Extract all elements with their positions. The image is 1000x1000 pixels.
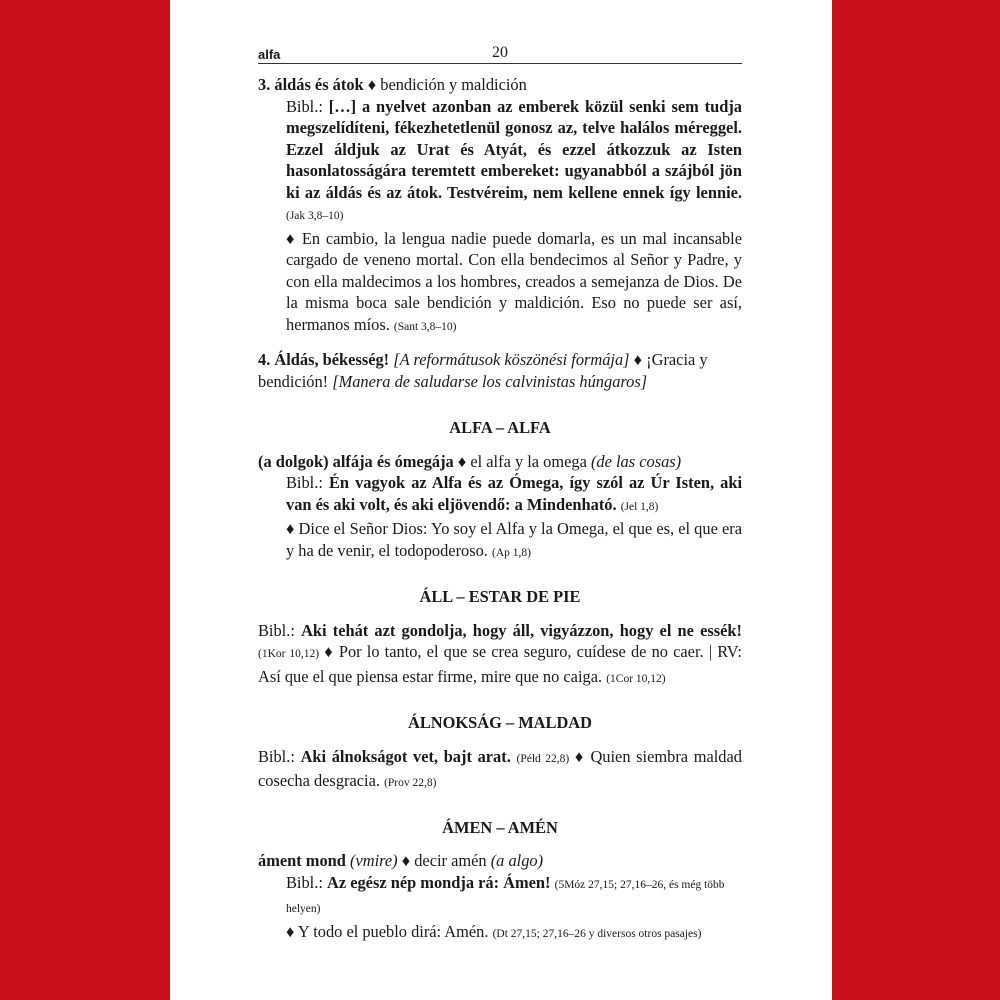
entry-3-bible-es — [286, 228, 742, 339]
entry-3-line — [258, 74, 742, 96]
bible-ref-es: (Sant 3,8–10) — [393, 320, 457, 333]
entry-4-term: 4. Áldás, békesség! — [258, 350, 390, 369]
bible-ref-es: (Ap 1,8) — [492, 546, 531, 559]
diamond-separator: ♦ — [324, 642, 334, 661]
bibl-label: Bibl.: — [286, 872, 323, 892]
entry-4 — [258, 349, 742, 392]
bible-quote-es: Quien siembra maldad cosecha desgracia. — [258, 746, 742, 790]
diamond-separator: ♦ — [367, 75, 377, 94]
entry-4-translation: ¡Gracia y bendición! — [258, 350, 708, 391]
amen-bible-hu — [286, 872, 742, 921]
bible-ref-hu: (1Kor 10,12) — [258, 648, 320, 660]
section-heading-alfa: ALFA – ALFA — [449, 418, 551, 437]
alnoksag-bible — [258, 746, 742, 795]
bible-ref-hu: (Jak 3,8–10) — [286, 210, 344, 222]
bible-ref-hu: (Jel 1,8) — [620, 500, 659, 513]
bible-ref-es: (Prov 22,8) — [384, 777, 437, 789]
dictionary-body — [258, 74, 742, 945]
bible-quote-hu: Én vagyok az Alfa és az Ómega, így szól az Úr Isten, aki van és aki volt, és aki eljövendő: a Mindenható. — [286, 473, 742, 514]
bibl-label: Bibl.: — [258, 746, 295, 766]
diamond-separator: ♦ — [633, 350, 643, 369]
alfa-bible-es — [286, 518, 742, 564]
bible-quote-hu: Az egész nép mondja rá: Ámen! — [327, 872, 551, 892]
bibl-label: Bibl.: — [286, 473, 323, 492]
amen-translation-note: (a algo) — [490, 851, 544, 870]
bibl-label: Bibl.: — [258, 620, 295, 640]
amen-translation: decir amén — [414, 851, 487, 870]
entry-4-note-hu: [A reformátusok köszönési formája] — [393, 350, 630, 369]
header-word: alfa — [258, 47, 281, 62]
diamond-separator: ♦ — [457, 451, 467, 471]
amen-entry — [258, 850, 742, 872]
entry-3-bible-hu — [286, 96, 742, 228]
bible-ref-es: (1Cor 10,12) — [606, 672, 666, 685]
bible-quote-es: Y todo el pueblo dirá: Amén. — [297, 921, 489, 941]
page-number: 20 — [492, 44, 508, 61]
diamond-separator: ♦ — [401, 851, 411, 870]
diamond-separator: ♦ — [286, 228, 297, 248]
bibl-label: Bibl.: — [286, 96, 323, 116]
alfa-term: (a dolgok) alfája és ómegája — [258, 451, 454, 471]
running-header — [258, 40, 742, 64]
bible-quote-es: Dice el Señor Dios: Yo soy el Alfa y la Omega, el que es, el que era y ha de venir, el todopoderoso. — [286, 519, 742, 560]
header-rule — [258, 63, 742, 64]
diamond-separator: ♦ — [286, 921, 295, 941]
entry-3-translation: bendición y maldición — [380, 75, 527, 94]
amen-bible-es — [286, 921, 742, 946]
bible-quote-es: En cambio, la lengua nadie puede domarla, es un mal incansable cargado de veneno mortal. Con ella bendecimos al Señor y Padre, y con ella maldecimos a los hombres, creados a semejanza de Dios. De la misma boca sale bendición y maldición. Eso no puede ser así, hermanos míos. — [286, 228, 742, 334]
section-heading-amen: ÁMEN – AMÉN — [442, 817, 558, 837]
bible-quote-hu: Aki tehát azt gondolja, hogy áll, vigyázzon, hogy el ne essék! — [301, 620, 742, 640]
section-heading-alnoksag: ÁLNOKSÁG – MALDAD — [408, 713, 592, 732]
amen-term-note: (vmire) — [350, 851, 398, 870]
bible-ref-hu: (Péld 22,8) — [516, 752, 570, 765]
bible-quote-hu: Aki álnokságot vet, bajt arat. — [300, 746, 511, 766]
alfa-entry — [258, 451, 742, 473]
entry-3-term: 3. áldás és átok — [258, 75, 364, 94]
alfa-bible-hu — [286, 472, 742, 518]
entry-4-note-es: [Manera de saludarse los calvinistas húngaros] — [332, 371, 648, 391]
bible-quote-hu: […] a nyelvet azonban az emberek közül senki sem tudja megszelídíteni, fékezhetetlenül gonosz az, telve halálos méreggel. Ezzel áldjuk az Urat és Atyát, és ezzel átkozzuk az Isten hasonlatosságára teremtett embereket: ugyanabból a szájból jön ki az áldás és az átok. Testvéreim, nem kellene ennek így lennie. — [286, 96, 742, 202]
section-heading-all: ÁLL – ESTAR DE PIE — [419, 587, 581, 606]
bible-quote-es: Por lo tanto, el que se crea seguro, cuídese de no caer. | RV: Así que el que piensa estar firme, mire que no caiga. — [258, 642, 742, 686]
all-bible — [258, 620, 742, 691]
bible-ref-es: (Dt 27,15; 27,16–26 y diversos otros pasajes) — [492, 927, 702, 940]
alfa-translation: el alfa y la omega — [470, 451, 587, 471]
bible-ref-hu: (5Móz 27,15; 27,16–26, és még több helyen) — [286, 878, 725, 915]
diamond-separator: ♦ — [574, 746, 585, 766]
alfa-translation-note: (de las cosas) — [590, 451, 682, 471]
amen-term: áment mond — [258, 851, 346, 870]
book-page — [170, 0, 832, 1000]
diamond-separator: ♦ — [286, 519, 295, 538]
